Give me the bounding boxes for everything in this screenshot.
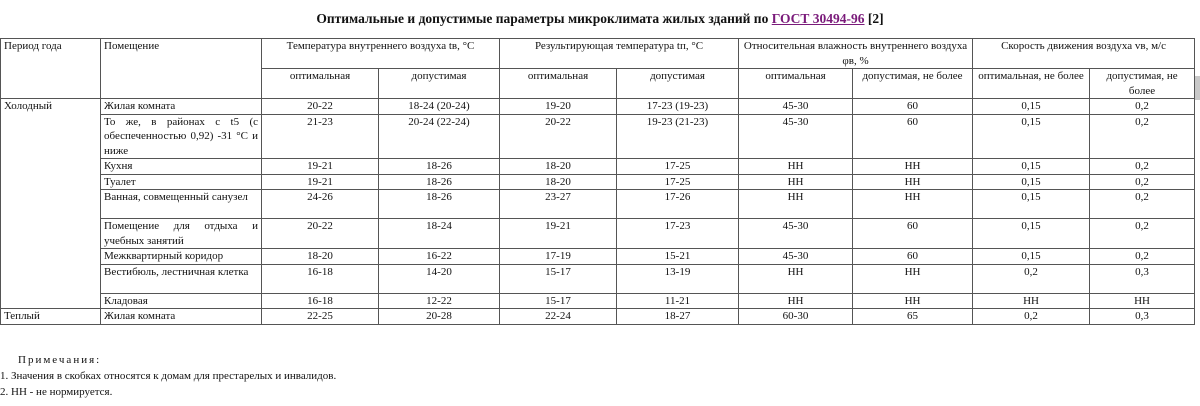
subheader: допустимая (379, 69, 500, 99)
value-cell: НН (853, 159, 973, 175)
season-cell: Теплый (1, 309, 101, 325)
table-row (1, 159, 1195, 175)
value-cell: 18-20 (500, 159, 617, 175)
value-cell: НН (853, 293, 973, 309)
value-cell: 0,15 (973, 159, 1090, 175)
value-cell: 0,3 (1090, 264, 1195, 293)
subheader: оптимальная (500, 69, 617, 99)
value-cell: 20-22 (262, 99, 379, 115)
note-item: 1. Значения в скобках относятся к домам для престарелых и инвалидов. (0, 370, 337, 382)
table-row (1, 174, 1195, 190)
room-cell: Помещение для отдыха и учебных занятий (101, 219, 262, 249)
notes (0, 352, 336, 400)
microclimate-table (0, 38, 1195, 325)
value-cell: 60-30 (739, 309, 853, 325)
value-cell: 18-24 (20-24) (379, 99, 500, 115)
value-cell: НН (973, 293, 1090, 309)
value-cell: 60 (853, 99, 973, 115)
header-speed: Скорость движения воздуха vв, м/с (973, 39, 1195, 69)
value-cell: НН (853, 264, 973, 293)
value-cell: 13-19 (617, 264, 739, 293)
value-cell: 0,15 (973, 249, 1090, 265)
value-cell: НН (1090, 293, 1195, 309)
value-cell: 0,2 (1090, 190, 1195, 219)
value-cell: 17-23 (19-23) (617, 99, 739, 115)
title-suffix: [2] (864, 11, 884, 26)
value-cell: 0,2 (1090, 174, 1195, 190)
value-cell: 20-24 (22-24) (379, 114, 500, 159)
value-cell: НН (739, 174, 853, 190)
subheader: допустимая, не более (853, 69, 973, 99)
value-cell: 18-26 (379, 190, 500, 219)
value-cell: 45-30 (739, 249, 853, 265)
value-cell: 60 (853, 249, 973, 265)
room-cell: Вестибюль, лестничная клетка (101, 264, 262, 293)
scrollbar-thumb[interactable] (1195, 76, 1200, 100)
room-cell: Кладовая (101, 293, 262, 309)
value-cell: 0,15 (973, 190, 1090, 219)
value-cell: 19-21 (500, 219, 617, 249)
value-cell: 20-22 (500, 114, 617, 159)
season-cell: Холодный (1, 99, 101, 309)
room-cell: То же, в районах с t5 (с обеспеченностью 0,92) -31 °С и ниже (101, 114, 262, 159)
value-cell: 19-20 (500, 99, 617, 115)
value-cell: 0,2 (1090, 114, 1195, 159)
header-season: Период года (1, 39, 101, 99)
value-cell: 18-20 (500, 174, 617, 190)
value-cell: 45-30 (739, 219, 853, 249)
value-cell: 23-27 (500, 190, 617, 219)
value-cell: НН (853, 174, 973, 190)
value-cell: 65 (853, 309, 973, 325)
value-cell: 18-27 (617, 309, 739, 325)
value-cell: 15-17 (500, 293, 617, 309)
table-row (1, 114, 1195, 159)
note-item: 2. НН - не нормируется. (0, 386, 113, 398)
value-cell: 60 (853, 114, 973, 159)
header-humidity: Относительная влажность внутреннего воздуха φв, % (739, 39, 973, 69)
subheader: оптимальная (262, 69, 379, 99)
value-cell: 20-22 (262, 219, 379, 249)
value-cell: 21-23 (262, 114, 379, 159)
value-cell: 17-25 (617, 159, 739, 175)
value-cell: 22-24 (500, 309, 617, 325)
value-cell: 22-25 (262, 309, 379, 325)
header-temp-inner: Температура внутреннего воздуха tв, °С (262, 39, 500, 69)
notes-header: Примечания: (18, 354, 102, 366)
value-cell: 0,2 (1090, 159, 1195, 175)
value-cell: НН (739, 264, 853, 293)
value-cell: НН (853, 190, 973, 219)
value-cell: 0,2 (973, 264, 1090, 293)
subheader: оптимальная (739, 69, 853, 99)
value-cell: 0,2 (1090, 219, 1195, 249)
value-cell: 0,2 (1090, 99, 1195, 115)
room-cell: Ванная, совмещенный санузел (101, 190, 262, 219)
table-row (1, 190, 1195, 219)
room-cell: Кухня (101, 159, 262, 175)
table-row (1, 293, 1195, 309)
value-cell: 18-20 (262, 249, 379, 265)
header-temp-result: Результирующая температура tп, °С (500, 39, 739, 69)
header-room: Помещение (101, 39, 262, 99)
value-cell: НН (739, 190, 853, 219)
table-row (1, 219, 1195, 249)
value-cell: 0,2 (1090, 249, 1195, 265)
value-cell: 20-28 (379, 309, 500, 325)
value-cell: 60 (853, 219, 973, 249)
room-cell: Межквартирный коридор (101, 249, 262, 265)
value-cell: 18-26 (379, 159, 500, 175)
value-cell: 16-22 (379, 249, 500, 265)
value-cell: 0,15 (973, 99, 1090, 115)
table-row (1, 99, 1195, 115)
subheader: допустимая, не более (1090, 69, 1195, 99)
room-cell: Туалет (101, 174, 262, 190)
value-cell: 11-21 (617, 293, 739, 309)
value-cell: 16-18 (262, 264, 379, 293)
value-cell: 16-18 (262, 293, 379, 309)
title-prefix: Оптимальные и допустимые параметры микроклимата жилых зданий по (316, 11, 772, 26)
value-cell: 0,15 (973, 219, 1090, 249)
value-cell: 19-21 (262, 174, 379, 190)
table-row (1, 309, 1195, 325)
value-cell: 17-25 (617, 174, 739, 190)
room-cell: Жилая комната (101, 309, 262, 325)
value-cell: 0,15 (973, 114, 1090, 159)
value-cell: 45-30 (739, 114, 853, 159)
value-cell: НН (739, 293, 853, 309)
value-cell: 19-23 (21-23) (617, 114, 739, 159)
subheader: допустимая (617, 69, 739, 99)
page-title (0, 11, 1200, 27)
table-body (1, 99, 1195, 325)
value-cell: 24-26 (262, 190, 379, 219)
value-cell: 17-26 (617, 190, 739, 219)
gost-link[interactable]: ГОСТ 30494-96 (771, 11, 865, 26)
value-cell: 0,3 (1090, 309, 1195, 325)
value-cell: 15-17 (500, 264, 617, 293)
value-cell: 17-23 (617, 219, 739, 249)
value-cell: 14-20 (379, 264, 500, 293)
value-cell: 18-24 (379, 219, 500, 249)
room-cell: Жилая комната (101, 99, 262, 115)
value-cell: 15-21 (617, 249, 739, 265)
value-cell: НН (739, 159, 853, 175)
table-row (1, 264, 1195, 293)
value-cell: 0,15 (973, 174, 1090, 190)
value-cell: 18-26 (379, 174, 500, 190)
value-cell: 0,2 (973, 309, 1090, 325)
value-cell: 17-19 (500, 249, 617, 265)
table-row (1, 249, 1195, 265)
value-cell: 12-22 (379, 293, 500, 309)
value-cell: 45-30 (739, 99, 853, 115)
value-cell: 19-21 (262, 159, 379, 175)
subheader: оптимальная, не более (973, 69, 1090, 99)
